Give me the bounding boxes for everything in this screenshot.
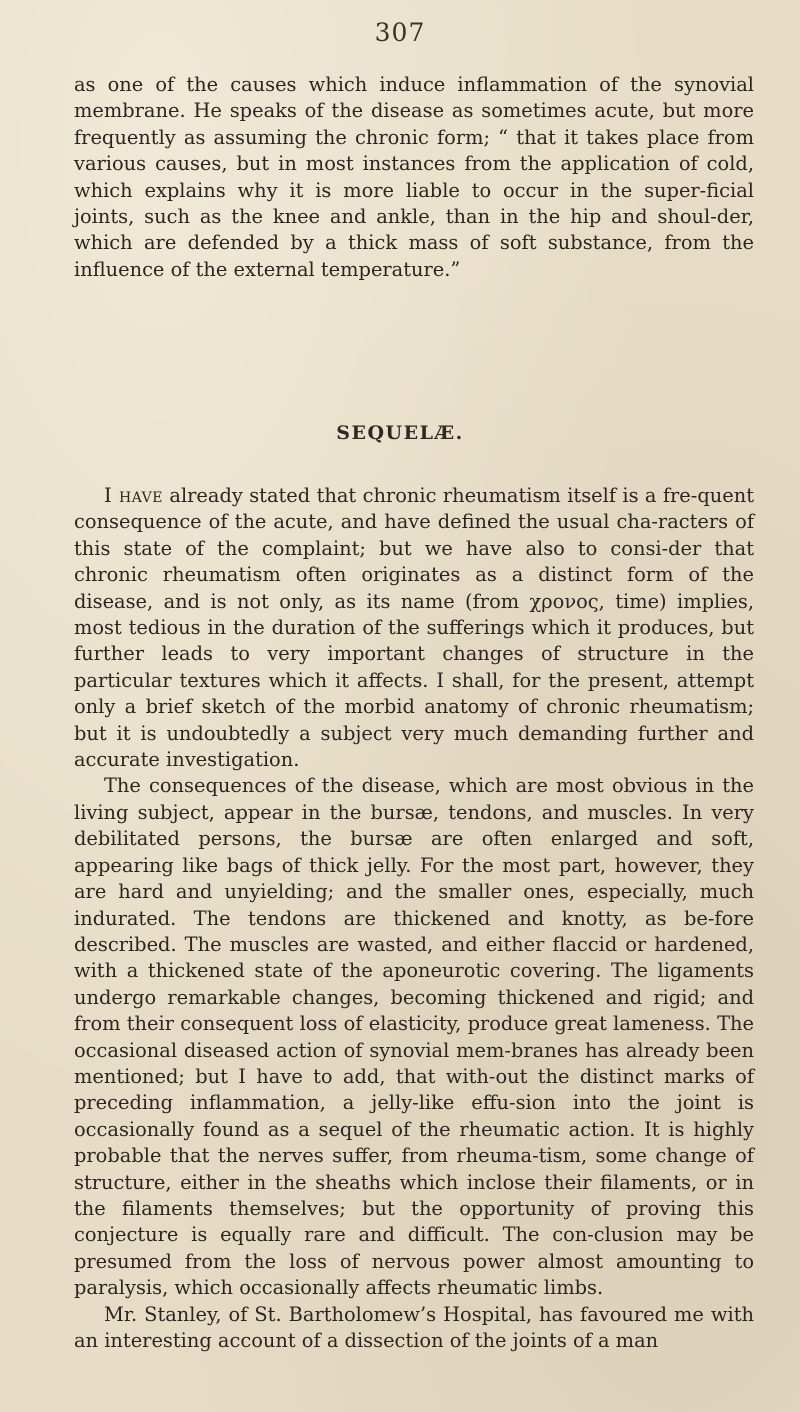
sequelae-text-block — [74, 483, 754, 1354]
paragraph-chronic-rheumatism — [74, 483, 754, 773]
page-number: 307 — [374, 18, 426, 47]
intro-text-block — [74, 72, 754, 283]
paragraph-body: already stated that chronic rheumatism itself is a fre-quent consequence of the acute, and have defined the usual cha-racters of this state of the complaint; but we have also to consi-der that chronic rheumatism often originates as a distinct form of the disease, and is not only, as its name (from χρονος, time) implies, most tedious in the duration of the sufferings which it produces, but further leads to very important changes of structure in the particular textures which it affects. I shall, for the present, attempt only a brief sketch of the morbid anatomy of chronic rheumatism; but it is undoubtedly a subject very much demanding further and accurate investigation. — [74, 484, 754, 772]
paragraph-consequences: The consequences of the disease, which are most obvious in the living subject, appear in the bursæ, tendons, and muscles. In very debilitated persons, the bursæ are often enlarged and soft, appearing like bags of thick jelly. For the most part, however, they are hard and unyielding; and the smaller ones, especially, much indurated. The tendons are thickened and knotty, as be-fore described. The muscles are wasted, and either flaccid or hardened, with a thickened state of the aponeurotic covering. The ligaments undergo remarkable changes, becoming thickened and rigid; and from their consequent loss of elasticity, produce great lameness. The occasional diseased action of synovial mem-branes has already been mentioned; but I have to add, that with-out the distinct marks of preceding inflammation, a jelly-like effu-sion into the joint is occasionally found as a sequel of the rheumatic action. It is highly probable that the nerves suffer, from rheuma-tism, some change of structure, either in the sheaths which inclose their filaments, or in the filaments themselves; but the opportunity of proving this conjecture is equally rare and difficult. The con-clusion may be presumed from the loss of nervous power almost amounting to paralysis, which occasionally affects rheumatic limbs. — [74, 774, 754, 1300]
paragraph-stanley: Mr. Stanley, of St. Bartholomew’s Hospital, has favoured me with an interesting account of a dissection of the joints of a man — [74, 1302, 754, 1352]
paragraph-lead-words: I have — [104, 484, 163, 507]
intro-paragraph: as one of the causes which induce inflammation of the synovial membrane. He speaks of the disease as sometimes acute, but more frequently as assuming the chronic form; “ that it takes place from various causes, but in most instances from the application of cold, which explains why it is more liable to occur in the super-ficial joints, such as the knee and ankle, than in the hip and shoul-der, which are defended by a thick mass of soft substance, from the influence of the external temperature.” — [74, 73, 754, 281]
section-heading: SEQUELÆ. — [336, 422, 464, 444]
